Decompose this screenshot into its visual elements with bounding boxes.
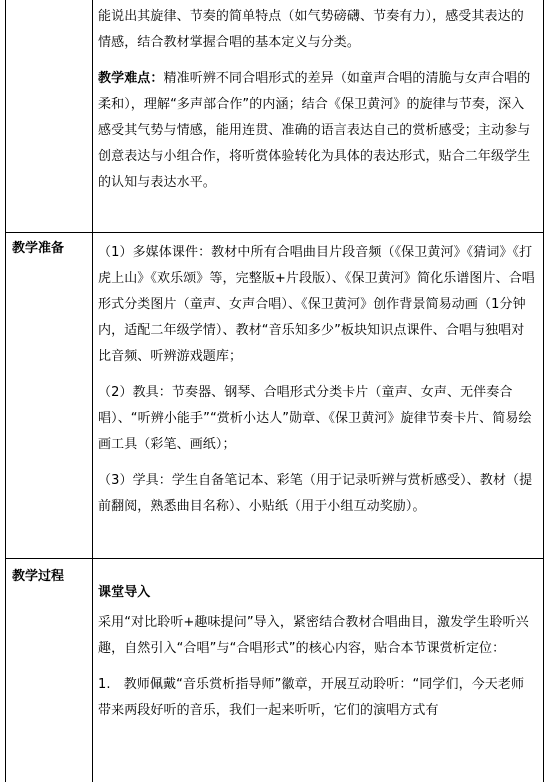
intro-paragraph: 采用“对比聆听+趣味提问”导入，紧密结合教材合唱曲目，激发学生聆听兴趣，自然引入“合唱”与“合唱形式”的核心内容，贴合本节课赏析定位：: [98, 615, 529, 656]
process-cell: [98, 580, 536, 724]
process-label: 教学过程: [12, 569, 65, 584]
prep-teaching-aids: （2）教具：节奏器、钢琴、合唱形式分类卡片（童声、女声、无伴奏合唱）、“听辨小能手”“赏析小达人”勋章、《保卫黄河》旋律节奏卡片、简易绘画工具（彩笔、画纸）；: [98, 385, 532, 452]
lesson-plan-table: [5, 0, 544, 782]
difficulty-label: 教学难点：: [98, 71, 164, 86]
objectives-paragraph: 能说出其旋律、节奏的简单特点（如气势磅礴、节奏有力），感受其表达的情感，结合教材掌握合唱的基本定义与分类。: [98, 9, 524, 50]
intro-heading: 课堂导入: [98, 585, 151, 600]
prep-student-materials: （3）学具：学生自备笔记本、彩笔（用于记录听辨与赏析感受）、教材（提前翻阅，熟悉曲目名称）、小贴纸（用于小组互动奖励）。: [98, 473, 533, 514]
column-divider: [92, 0, 93, 782]
difficulty-paragraph: [98, 66, 536, 196]
prep-multimedia: （1）多媒体课件：教材中所有合唱曲目片段音频（《保卫黄河》《猜词》《打虎上山》《欢乐颂》等，完整版+片段版）、《保卫黄河》简化乐谱图片、合唱形式分类图片（童声、女声合唱）、《保卫黄河》创作背景简易动画（1分钟内，适配二年级学情）、教材“音乐知多少”板块知识点课件、合唱与独唱对比音频、听辨游戏题库；: [98, 245, 535, 364]
objectives-cell: [98, 4, 536, 196]
prep-label: 教学准备: [12, 241, 65, 256]
row-divider-middle: [6, 558, 543, 559]
prep-cell: [98, 240, 536, 520]
intro-step-1: 1. 教师佩戴“音乐赏析指导师”徽章，开展互动聆听：“同学们，今天老师带来两段好听的音乐，我们一起来听听，它们的演唱方式有: [98, 677, 525, 718]
row-divider-top: [6, 232, 543, 233]
difficulty-text: 精准听辨不同合唱形式的差异（如童声合唱的清脆与女声合唱的柔和），理解“多声部合作”的内涵；结合《保卫黄河》的旋律与节奏，深入感受其气势与情感，能用连贯、准确的语言表达自己的赏析感受；主动参与创意表达与小组合作，将听赏体验转化为具体的表达形式，贴合二年级学生的认知与表达水平。: [98, 71, 531, 190]
